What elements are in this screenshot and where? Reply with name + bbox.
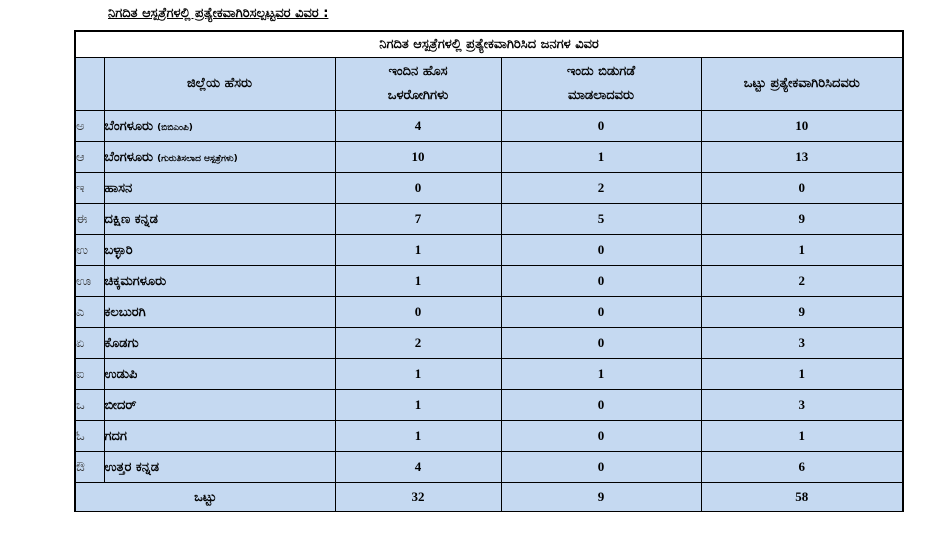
header-discharged-line1: ಇಂದು ಬಿಡುಗಡೆ <box>566 64 636 79</box>
row-district <box>104 359 335 390</box>
row-discharged: 0 <box>501 452 701 483</box>
row-discharged: 1 <box>501 359 701 390</box>
row-district <box>104 142 335 173</box>
table-row <box>75 142 903 173</box>
row-letter: ಆ <box>75 142 104 173</box>
row-total-isolated: 1 <box>701 235 903 266</box>
row-district <box>104 452 335 483</box>
row-letter: ಓ <box>75 421 104 452</box>
row-new-admissions: 10 <box>335 142 501 173</box>
header-new-admissions-line2: ಒಳರೋಗಿಗಳು <box>387 88 449 103</box>
district-name: ಬಳ್ಳಾರಿ <box>104 242 133 258</box>
row-district <box>104 173 335 204</box>
row-discharged: 5 <box>501 204 701 235</box>
row-district <box>104 235 335 266</box>
row-new-admissions: 1 <box>335 421 501 452</box>
table-row <box>75 359 903 390</box>
header-new-admissions-line1: ಇಂದಿನ ಹೊಸ <box>388 64 448 79</box>
district-note: (ಬಿಬಿಎಂಪಿ) <box>157 122 193 133</box>
row-letter: ಏ <box>75 328 104 359</box>
row-total-isolated: 13 <box>701 142 903 173</box>
row-total-isolated: 10 <box>701 111 903 142</box>
table-row <box>75 111 903 142</box>
table-header-row <box>75 58 903 111</box>
row-letter: ಇ <box>75 173 104 204</box>
row-district <box>104 111 335 142</box>
header-discharged-line2: ಮಾಡಲಾದವರು <box>567 88 634 103</box>
table-row <box>75 266 903 297</box>
row-letter: ಅ <box>75 111 104 142</box>
row-discharged: 2 <box>501 173 701 204</box>
table-row <box>75 328 903 359</box>
totals-total-isolated: 58 <box>701 483 903 512</box>
table-row <box>75 297 903 328</box>
district-name: ಬೆಂಗಳೂರು <box>104 149 154 165</box>
row-new-admissions: 4 <box>335 111 501 142</box>
table-row <box>75 173 903 204</box>
district-name: ದಕ್ಷಿಣ ಕನ್ನಡ <box>104 211 158 227</box>
row-district <box>104 328 335 359</box>
row-new-admissions: 1 <box>335 390 501 421</box>
district-name: ಉತ್ತರ ಕನ್ನಡ <box>104 459 160 475</box>
row-discharged: 0 <box>501 111 701 142</box>
row-discharged: 0 <box>501 328 701 359</box>
isolation-table <box>74 30 904 512</box>
row-new-admissions: 0 <box>335 173 501 204</box>
table-row <box>75 235 903 266</box>
row-district <box>104 421 335 452</box>
row-total-isolated: 3 <box>701 390 903 421</box>
district-name: ಗದಗ <box>104 428 127 444</box>
header-letter-cell <box>75 58 104 111</box>
district-name: ಕೊಡಗು <box>104 335 139 351</box>
district-name: ಹಾಸನ <box>104 180 133 196</box>
totals-label: ಒಟ್ಟು <box>75 483 335 512</box>
row-total-isolated: 9 <box>701 297 903 328</box>
row-total-isolated: 2 <box>701 266 903 297</box>
row-letter: ಊ <box>75 266 104 297</box>
row-total-isolated: 1 <box>701 421 903 452</box>
header-new-admissions <box>335 58 501 111</box>
row-total-isolated: 6 <box>701 452 903 483</box>
header-district: ಜಿಲ್ಲೆಯ ಹೆಸರು <box>104 58 335 111</box>
district-name: ಉಡುಪಿ <box>104 366 138 382</box>
row-total-isolated: 3 <box>701 328 903 359</box>
row-discharged: 0 <box>501 390 701 421</box>
row-total-isolated: 0 <box>701 173 903 204</box>
row-discharged: 0 <box>501 235 701 266</box>
totals-discharged: 9 <box>501 483 701 512</box>
row-total-isolated: 1 <box>701 359 903 390</box>
row-letter: ಎ <box>75 297 104 328</box>
row-letter: ಈ <box>75 204 104 235</box>
row-discharged: 0 <box>501 266 701 297</box>
row-new-admissions: 1 <box>335 359 501 390</box>
page-heading: ನಿಗದಿತ ಆಸ್ಪತ್ರೆಗಳಲ್ಲಿ ಪ್ರತ್ಯೇಕವಾಗಿರಿಸಲ್ಪಟ್ಟವರ ವಿವರ : <box>108 6 329 21</box>
row-letter: ಒ <box>75 390 104 421</box>
row-new-admissions: 2 <box>335 328 501 359</box>
table-title-row <box>75 31 903 58</box>
row-letter: ಉ <box>75 235 104 266</box>
totals-row <box>75 483 903 512</box>
row-district <box>104 204 335 235</box>
row-new-admissions: 1 <box>335 235 501 266</box>
row-total-isolated: 9 <box>701 204 903 235</box>
row-new-admissions: 7 <box>335 204 501 235</box>
table-row <box>75 390 903 421</box>
table-row <box>75 452 903 483</box>
district-name: ಚಿಕ್ಕಮಗಳೂರು <box>104 273 167 289</box>
row-new-admissions: 4 <box>335 452 501 483</box>
district-note: (ಗುರುತಿಸಲಾದ ಆಸ್ಪತ್ರೆಗಳು) <box>157 153 238 164</box>
district-name: ಬೀದರ್ <box>104 397 137 413</box>
totals-new-admissions: 32 <box>335 483 501 512</box>
header-discharged <box>501 58 701 111</box>
row-district <box>104 297 335 328</box>
table-row <box>75 204 903 235</box>
row-discharged: 0 <box>501 421 701 452</box>
table-title: ನಿಗದಿತ ಆಸ್ಪತ್ರೆಗಳಲ್ಲಿ ಪ್ರತ್ಯೇಕವಾಗಿರಿಸಿದ ಜನಗಳ ವಿವರ <box>75 31 903 58</box>
row-new-admissions: 1 <box>335 266 501 297</box>
district-name: ಬೆಂಗಳೂರು <box>104 118 154 134</box>
row-new-admissions: 0 <box>335 297 501 328</box>
table-row <box>75 421 903 452</box>
row-district <box>104 390 335 421</box>
district-name: ಕಲಬುರಗಿ <box>104 304 146 320</box>
row-letter: ಔ <box>75 452 104 483</box>
row-district <box>104 266 335 297</box>
row-discharged: 1 <box>501 142 701 173</box>
row-discharged: 0 <box>501 297 701 328</box>
header-total-isolated: ಒಟ್ಟು ಪ್ರತ್ಯೇಕವಾಗಿರಿಸಿದವರು <box>701 58 903 111</box>
row-letter: ಐ <box>75 359 104 390</box>
